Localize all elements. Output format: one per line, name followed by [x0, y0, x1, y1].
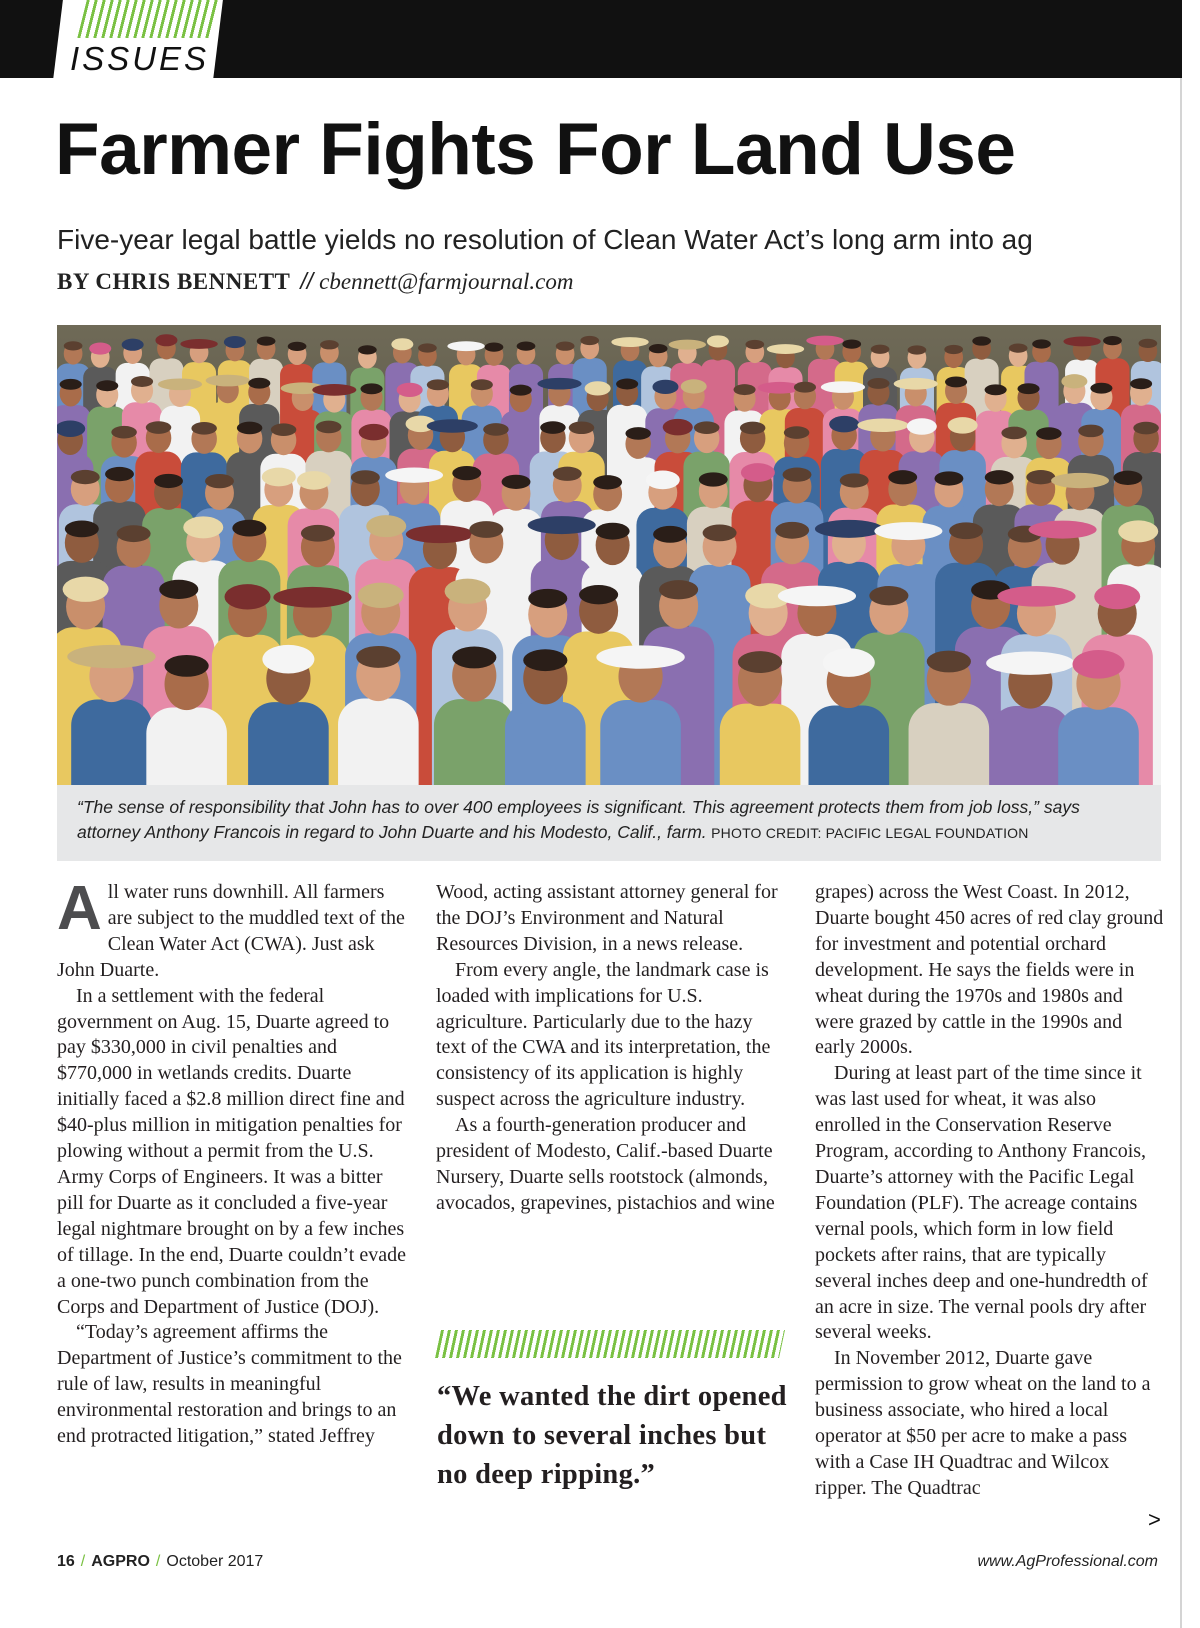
crowd-person-hair — [146, 421, 172, 434]
crowd-person-hair — [111, 426, 137, 439]
crowd-person-hat — [537, 378, 581, 390]
crowd-person-hair — [64, 341, 83, 350]
crowd-person-hat — [359, 424, 389, 441]
crowd-person-hat — [1051, 473, 1109, 488]
crowd-person-hair — [944, 345, 963, 354]
crowd-person-hair — [794, 382, 816, 393]
paragraph-text: ll water runs downhill. All farmers are subject to the muddled text of the Clean Water Act (CWA). Just ask John Duarte. — [57, 881, 405, 981]
crowd-person-hair — [1078, 425, 1104, 438]
crowd-person-hair — [888, 470, 917, 484]
crowd-person-hat — [596, 645, 684, 668]
crowd-person-body — [248, 702, 329, 785]
crowd-person-hair — [659, 580, 698, 599]
crowd-person-hair — [927, 651, 971, 673]
crowd-person-hair — [738, 651, 782, 673]
footer-website-link[interactable]: www.AgProfessional.com — [977, 1553, 1158, 1570]
crowd-person-hat — [391, 338, 413, 350]
crowd-person-body — [809, 705, 890, 785]
article-column-2 — [436, 880, 781, 1217]
crowd-person-hat — [652, 380, 678, 394]
crowd-person-body — [338, 698, 419, 785]
paragraph: “Today’s agreement affirms the Department of Justice’s commitment to the rule of law, results in meaningful environmental restoration and brings to an end protracted litigation,” stated Jeffrey — [57, 1321, 402, 1448]
crowd-person-hat — [874, 522, 942, 540]
crowd-person-hat — [1063, 336, 1100, 346]
section-tab-stripes — [77, 0, 221, 38]
crowd-person-hair — [257, 336, 276, 345]
crowd-person-hair — [154, 474, 183, 488]
crowd-person-hair — [1017, 383, 1039, 394]
crowd-person-hat — [948, 417, 978, 434]
crowd-person-hat — [225, 584, 271, 609]
crowd-person-body — [600, 700, 681, 785]
crowd-person-hair — [131, 376, 153, 387]
crowd-person-hair — [1139, 339, 1158, 348]
article-headline: Farmer Fights For Land Use — [55, 109, 1016, 190]
crowd-person-body — [720, 704, 801, 785]
crowd-person-hair — [871, 345, 890, 354]
continued-arrow-icon: > — [1148, 1507, 1161, 1532]
issue-date: October 2017 — [166, 1553, 264, 1570]
byline-author: BY CHRIS BENNETT — [57, 269, 291, 294]
crowd-person-hair — [540, 421, 566, 434]
crowd-person-hair — [945, 376, 967, 387]
crowd-person-hair — [316, 421, 342, 434]
crowd-person-hair — [842, 339, 861, 348]
crowd-person-hair — [703, 525, 737, 542]
crowd-person-hair — [553, 467, 582, 481]
crowd-person-hat — [1094, 584, 1140, 609]
group-photo-illustration — [57, 325, 1161, 785]
crowd-person-hair — [452, 647, 496, 669]
crowd-person-hat — [681, 379, 707, 393]
crowd-person-hair — [579, 585, 618, 604]
crowd-person-hat — [447, 341, 484, 351]
crowd-person-hair — [96, 380, 118, 391]
crowd-person-hat — [1118, 520, 1158, 542]
crowd-person-hair — [734, 384, 756, 395]
byline — [57, 268, 573, 295]
crowd-person-hat — [427, 419, 478, 433]
crowd-person-hair — [237, 422, 262, 435]
crowd-person-hair — [740, 422, 766, 435]
folio-slash: / — [80, 1553, 86, 1570]
crowd-person-hair — [71, 470, 100, 484]
folio-slash: / — [155, 1553, 161, 1570]
crowd-person-hair — [694, 421, 720, 434]
pull-quote: “We wanted the dirt opened down to several inches but no deep ripping.” — [437, 1381, 787, 1490]
crowd-person-hair — [523, 649, 567, 671]
crowd-person-hat — [997, 586, 1075, 607]
crowd-person-hair — [320, 340, 339, 349]
crowd-person-hair — [105, 467, 134, 481]
crowd-person-hat — [155, 334, 177, 346]
paragraph: From every angle, the landmark case is loaded with implications for U.S. agriculture. Particularly due to the hazy text of the CWA and its interpretation, the consistency of its application is highly suspect across the agriculture industry. — [436, 958, 771, 1111]
crowd-person-hair — [502, 475, 531, 489]
crowd-person-hair — [649, 344, 668, 353]
crowd-person-hair — [1036, 427, 1062, 440]
crowd-person-hat — [1029, 521, 1097, 539]
crowd-person-hair — [351, 470, 380, 484]
crowd-person-hair — [783, 468, 812, 482]
page-number: 16 — [57, 1553, 75, 1570]
crowd-person-hair — [483, 423, 509, 436]
article-subhead: Five-year legal battle yields no resolution of Clean Water Act’s long arm into ag — [57, 224, 1033, 255]
crowd-person-hat — [158, 378, 202, 390]
pull-quote-stripes — [435, 1330, 785, 1358]
crowd-person-hair — [745, 340, 764, 349]
crowd-person-hat — [669, 340, 706, 350]
group-photo — [57, 325, 1161, 785]
crowd-person-hair — [452, 466, 481, 480]
paragraph: grapes) across the West Coast. In 2012, Duarte bought 450 acres of red clay ground for investment and potential orchard development. He says the fields were in wheat during the 1970s and 1980s and were grazed by cattle in the 1990s and early 2000s. — [815, 881, 1164, 1059]
crowd-person-hat — [89, 342, 111, 354]
crowd-person-hair — [356, 646, 400, 668]
paragraph: Wood, acting assistant attorney general for the DOJ’s Environment and Natural Resources Division, in a news release. — [436, 881, 778, 955]
crowd-person-hair — [165, 655, 209, 677]
crowd-person-body — [434, 699, 515, 785]
crowd-person-body — [71, 699, 152, 785]
crowd-person-hair — [1032, 339, 1051, 348]
caption-text: “The sense of responsibility that John has to over 400 employees is significant. This agreement protects them from job loss,” says attorney Anthony Francois in regard to John Duarte and his Modesto, Calif., farm. — [77, 797, 1080, 843]
crowd-person-hair — [248, 378, 270, 389]
crowd-person-hair — [427, 379, 449, 390]
crowd-person-hair — [159, 580, 198, 599]
crowd-person-hat — [907, 418, 937, 435]
crowd-person-hat — [806, 336, 843, 346]
crowd-person-hair — [934, 471, 963, 485]
crowd-person-hat — [122, 339, 144, 351]
crowd-person-hair — [569, 421, 595, 434]
crowd-person-hat — [262, 468, 296, 487]
crowd-person-hat — [778, 586, 856, 607]
paragraph: As a fourth-generation producer and president of Modesto, Calif.-based Duarte Nursery, Duarte sells rootstock (almonds, avocados, grapevines, pistachios and wine — [436, 1114, 775, 1214]
crowd-person-hat — [585, 381, 611, 395]
crowd-person-hat — [312, 384, 356, 396]
crowd-person-body — [505, 702, 586, 785]
crowd-person-hat — [663, 419, 693, 436]
crowd-person-hat — [262, 645, 314, 674]
crowd-person-hair — [205, 474, 234, 488]
crowd-person-hat — [741, 463, 775, 482]
crowd-person-hair — [949, 522, 983, 539]
byline-email[interactable]: cbennett@farmjournal.com — [319, 269, 574, 294]
crowd-person-hat — [528, 516, 596, 534]
crowd-person-hair — [469, 521, 503, 538]
crowd-person-hair — [1103, 336, 1122, 345]
crowd-person-hat — [1073, 650, 1125, 679]
crowd-person-hat — [273, 587, 351, 608]
crowd-person-hair — [510, 385, 532, 396]
crowd-person-hat — [180, 339, 217, 349]
crowd-person-hair — [358, 345, 377, 354]
crowd-person-hair — [191, 422, 217, 435]
crowd-person-hair — [1130, 378, 1152, 389]
crowd-person-hat — [358, 583, 404, 608]
crowd-person-body — [146, 707, 227, 785]
crowd-person-hair — [361, 383, 383, 394]
crowd-person-hat — [821, 381, 865, 393]
drop-cap: A — [57, 874, 102, 943]
crowd-person-hair — [288, 342, 307, 351]
crowd-person-hair — [556, 342, 575, 351]
crowd-person-hat — [397, 383, 423, 397]
crowd-person-hat — [611, 337, 648, 347]
crowd-person-hair — [1090, 383, 1112, 394]
paragraph — [57, 874, 409, 984]
crowd-person-hair — [985, 470, 1014, 484]
crowd-person-hair — [596, 523, 630, 540]
crowd-person-hair — [1133, 422, 1159, 435]
crowd-person-hair — [471, 379, 493, 390]
crowd-person-hair — [625, 427, 651, 440]
crowd-person-hair — [653, 526, 687, 543]
paragraph: In a settlement with the federal government on Aug. 15, Duarte agreed to pay $330,000 in civil penalties and $770,000 in wetlands credits. Duarte initially faced a $2.8 million direct fine and $40-plus million in mitigation penalties for plowing without a permit from the U.S. Army Corps of Engineers. It was a bitter pill for Duarte as it concluded a five-year legal nightmare brought on by a few inches of tillage. In the end, Duarte couldn’t evade a one-two punch combination from the Corps and Department of Justice (DOJ). — [57, 984, 406, 1318]
crowd-person-hair — [869, 586, 908, 605]
crowd-person-hair — [784, 426, 810, 439]
crowd-person-hat — [1061, 374, 1087, 388]
crowd-person-hat — [63, 577, 109, 602]
footer-folio — [57, 1553, 263, 1571]
crowd-person-hair — [232, 520, 266, 537]
crowd-person-hat — [366, 515, 406, 537]
crowd-person-hair — [65, 520, 99, 537]
paragraph: In November 2012, Duarte gave permission to grow wheat on the land to a business associate, who hired a local operator at $50 per acre to make a pass with a Case IH Quadtrac and Wilcox ripper. The Quadtrac — [815, 1347, 1151, 1499]
crowd-person-hat — [646, 471, 680, 490]
crowd-person-hat — [894, 378, 938, 390]
crowd-person-hair — [908, 345, 927, 354]
crowd-person-hat — [857, 418, 908, 432]
article-column-1 — [57, 874, 409, 1450]
crowd-person-hat — [224, 336, 246, 348]
crowd-person-hat — [986, 651, 1074, 674]
crowd-person-hair — [418, 343, 437, 352]
crowd-person-hair — [593, 475, 622, 489]
photo-caption — [57, 785, 1161, 861]
crowd-person-hair — [1026, 470, 1055, 484]
crowd-person-hat — [406, 525, 474, 543]
crowd-person-body — [909, 703, 990, 785]
crowd-person-hair — [580, 336, 599, 345]
crowd-person-hair — [840, 473, 869, 487]
crowd-person-hat — [823, 648, 875, 677]
crowd-person-hat — [815, 520, 883, 538]
crowd-person-hat — [445, 579, 491, 604]
article-column-3 — [815, 880, 1165, 1502]
crowd-person-hair — [867, 378, 889, 389]
crowd-person-hair — [972, 336, 991, 345]
crowd-person-hair — [60, 379, 82, 390]
crowd-person-body — [1058, 707, 1139, 785]
page-edge-rule — [1180, 78, 1182, 1628]
crowd-person-hair — [528, 589, 567, 608]
crowd-person-hair — [485, 343, 504, 352]
crowd-person-hat — [707, 335, 729, 347]
byline-separator: // — [300, 268, 314, 294]
crowd-person-hair — [699, 472, 728, 486]
paragraph: During at least part of the time since it was last used for wheat, it was also enrolled in the Conservation Reserve Program, according to Anthony Francois, Duarte’s attorney with the Pacific Legal Foundation (PLF). The acreage contains vernal pools, which form in low field pockets after rains, that are typically several inches deep and one-hundredth of an acre in size. The vernal pools dry after several weeks. — [815, 1062, 1148, 1344]
crowd-person-hat — [67, 645, 155, 668]
crowd-person-hair — [117, 525, 151, 542]
crowd-person-hair — [1009, 344, 1028, 353]
crowd-person-hair — [301, 525, 335, 542]
crowd-person-hat — [829, 416, 859, 433]
crowd-person-hat — [183, 516, 223, 538]
section-label: ISSUES — [70, 40, 210, 77]
crowd-person-hat — [206, 375, 250, 387]
crowd-person-hair — [616, 379, 638, 390]
crowd-person-hair — [271, 423, 297, 436]
crowd-person-hair — [1113, 471, 1142, 485]
crowd-person-hat — [297, 471, 331, 490]
crowd-person-hair — [1001, 427, 1027, 440]
magazine-name: AGPRO — [91, 1553, 150, 1570]
crowd-person-hair — [775, 522, 809, 539]
crowd-person-hat — [385, 468, 443, 483]
photo-credit: PHOTO CREDIT: PACIFIC LEGAL FOUNDATION — [711, 825, 1029, 842]
crowd-person-hair — [985, 384, 1007, 395]
crowd-person-hat — [767, 344, 804, 354]
crowd-person-hair — [517, 342, 536, 351]
